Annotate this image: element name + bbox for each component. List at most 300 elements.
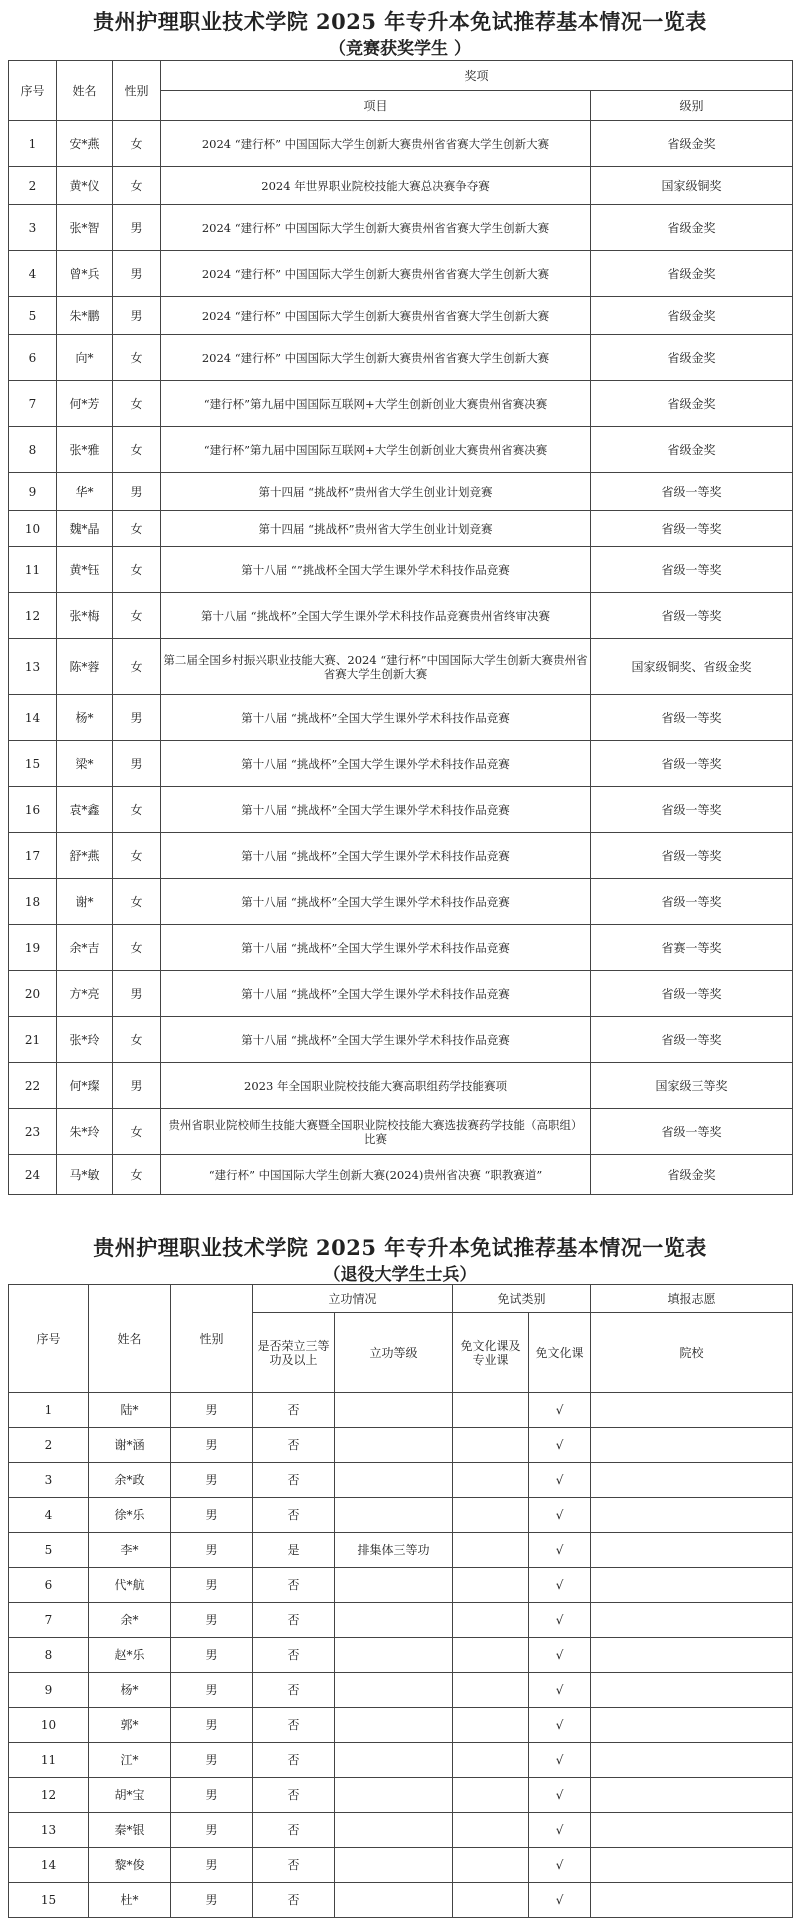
- row-name: 向*: [57, 335, 113, 381]
- row-gender: 男: [113, 205, 161, 251]
- table-row: [9, 1708, 793, 1743]
- table-row: [9, 879, 793, 925]
- header-merit: 立功情况: [253, 1285, 453, 1313]
- row-level: 省级一等奖: [591, 1017, 793, 1063]
- row-name: 何*芳: [57, 381, 113, 427]
- row-merit: 否: [253, 1813, 335, 1848]
- table-row: [9, 381, 793, 427]
- row-gender: 男: [171, 1393, 253, 1428]
- row-merit: 否: [253, 1568, 335, 1603]
- table1-body: [9, 121, 793, 1195]
- row-name: 余*吉: [57, 925, 113, 971]
- table-row: [9, 971, 793, 1017]
- row-project: 第二届全国乡村振兴职业技能大赛、2024 “建行杯”中国国际大学生创新大赛贵州省省赛大学生创新大赛: [161, 639, 591, 695]
- row-name: 朱*鹏: [57, 297, 113, 335]
- row-name: 魏*晶: [57, 511, 113, 547]
- row-seq: 7: [9, 1603, 89, 1638]
- row-school: [591, 1498, 793, 1533]
- row-name: 安*燕: [57, 121, 113, 167]
- row-gender: 男: [171, 1533, 253, 1568]
- table-row: [9, 1463, 793, 1498]
- table-row: [9, 167, 793, 205]
- table-row: [9, 547, 793, 593]
- row-name: 黄*钰: [57, 547, 113, 593]
- row-seq: 2: [9, 1428, 89, 1463]
- row-merit-level: [335, 1603, 453, 1638]
- row-project: 第十八届 “挑战杯”全国大学生课外学术科技作品竞赛: [161, 1017, 591, 1063]
- row-gender: 男: [171, 1848, 253, 1883]
- row-seq: 9: [9, 1673, 89, 1708]
- competition-award-table: [8, 60, 793, 1195]
- row-gender: 女: [113, 381, 161, 427]
- row-name: 秦*银: [89, 1813, 171, 1848]
- table-row: [9, 833, 793, 879]
- row-project: 第十八届 “挑战杯”全国大学生课外学术科技作品竞赛: [161, 833, 591, 879]
- row-gender: 男: [171, 1778, 253, 1813]
- row-name: 杜*: [89, 1883, 171, 1918]
- row-name: 郭*: [89, 1708, 171, 1743]
- row-level: 省级一等奖: [591, 879, 793, 925]
- row-project: “建行杯”第九届中国国际互联网+大学生创新创业大赛贵州省赛决赛: [161, 381, 591, 427]
- table-row: [9, 787, 793, 833]
- row-exempt-both: [453, 1743, 529, 1778]
- row-exempt-culture-check: √: [529, 1813, 591, 1848]
- row-name: 方*亮: [57, 971, 113, 1017]
- row-project: 贵州省职业院校师生技能大赛暨全国职业院校技能大赛选拔赛药学技能（高职组）比赛: [161, 1109, 591, 1155]
- row-name: 梁*: [57, 741, 113, 787]
- row-level: 省级金奖: [591, 335, 793, 381]
- row-seq: 18: [9, 879, 57, 925]
- row-level: 省赛一等奖: [591, 925, 793, 971]
- row-gender: 男: [171, 1743, 253, 1778]
- row-seq: 17: [9, 833, 57, 879]
- row-gender: 男: [113, 1063, 161, 1109]
- row-seq: 11: [9, 1743, 89, 1778]
- row-project: 第十八届 “”挑战杯全国大学生课外学术科技作品竞赛: [161, 547, 591, 593]
- table-row: [9, 1017, 793, 1063]
- row-level: 省级金奖: [591, 297, 793, 335]
- row-name: 李*: [89, 1533, 171, 1568]
- row-gender: 女: [113, 639, 161, 695]
- row-school: [591, 1638, 793, 1673]
- row-project: 第十八届 “挑战杯”全国大学生课外学术科技作品竞赛: [161, 879, 591, 925]
- table-row: [9, 1568, 793, 1603]
- row-name: 江*: [89, 1743, 171, 1778]
- row-merit-level: [335, 1743, 453, 1778]
- row-merit-level: [335, 1673, 453, 1708]
- table-row: [9, 695, 793, 741]
- row-gender: 女: [113, 925, 161, 971]
- row-merit-level: [335, 1568, 453, 1603]
- row-project: “建行杯”第九届中国国际互联网+大学生创新创业大赛贵州省赛决赛: [161, 427, 591, 473]
- row-merit: 否: [253, 1428, 335, 1463]
- row-seq: 13: [9, 1813, 89, 1848]
- row-merit-level: [335, 1428, 453, 1463]
- row-school: [591, 1778, 793, 1813]
- row-exempt-both: [453, 1428, 529, 1463]
- row-name: 张*智: [57, 205, 113, 251]
- row-exempt-both: [453, 1883, 529, 1918]
- row-name: 赵*乐: [89, 1638, 171, 1673]
- row-seq: 15: [9, 1883, 89, 1918]
- table-row: [9, 593, 793, 639]
- row-project: 第十八届 “挑战杯”全国大学生课外学术科技作品竞赛: [161, 741, 591, 787]
- row-seq: 1: [9, 121, 57, 167]
- row-merit: 否: [253, 1393, 335, 1428]
- header-level: 级别: [591, 91, 793, 121]
- row-project: 第十八届 “挑战杯”全国大学生课外学术科技作品竞赛贵州省终审决赛: [161, 593, 591, 639]
- row-level: 省级一等奖: [591, 511, 793, 547]
- row-seq: 3: [9, 1463, 89, 1498]
- row-level: 省级一等奖: [591, 833, 793, 879]
- row-merit: 是: [253, 1533, 335, 1568]
- row-gender: 男: [171, 1638, 253, 1673]
- row-project: 第十八届 “挑战杯”全国大学生课外学术科技作品竞赛: [161, 695, 591, 741]
- row-merit: 否: [253, 1708, 335, 1743]
- row-name: 谢*: [57, 879, 113, 925]
- row-seq: 5: [9, 1533, 89, 1568]
- row-exempt-culture-check: √: [529, 1673, 591, 1708]
- row-name: 曾*兵: [57, 251, 113, 297]
- row-level: 省级一等奖: [591, 695, 793, 741]
- header-school: 院校: [591, 1313, 793, 1393]
- table-row: [9, 741, 793, 787]
- row-name: 余*政: [89, 1463, 171, 1498]
- row-seq: 12: [9, 593, 57, 639]
- row-gender: 男: [113, 695, 161, 741]
- row-level: 省级金奖: [591, 427, 793, 473]
- row-exempt-both: [453, 1533, 529, 1568]
- row-merit: 否: [253, 1498, 335, 1533]
- row-exempt-both: [453, 1463, 529, 1498]
- row-seq: 15: [9, 741, 57, 787]
- row-school: [591, 1673, 793, 1708]
- row-exempt-culture-check: √: [529, 1393, 591, 1428]
- row-seq: 10: [9, 511, 57, 547]
- table-row: [9, 1498, 793, 1533]
- row-merit-level: [335, 1708, 453, 1743]
- table-row: [9, 473, 793, 511]
- row-name: 华*: [57, 473, 113, 511]
- row-exempt-culture-check: √: [529, 1638, 591, 1673]
- row-name: 杨*: [57, 695, 113, 741]
- row-seq: 11: [9, 547, 57, 593]
- row-seq: 3: [9, 205, 57, 251]
- row-name: 舒*燕: [57, 833, 113, 879]
- row-project: 第十四届 “挑战杯”贵州省大学生创业计划竞赛: [161, 473, 591, 511]
- row-level: 省级一等奖: [591, 971, 793, 1017]
- row-name: 余*: [89, 1603, 171, 1638]
- row-exempt-culture-check: √: [529, 1498, 591, 1533]
- header-merit-has: 是否荣立三等功及以上: [253, 1313, 335, 1393]
- table-row: [9, 1778, 793, 1813]
- table-row: [9, 1883, 793, 1918]
- row-exempt-culture-check: √: [529, 1428, 591, 1463]
- row-seq: 9: [9, 473, 57, 511]
- header-gender: 性别: [113, 61, 161, 121]
- table-row: [9, 1428, 793, 1463]
- table-row: [9, 511, 793, 547]
- row-exempt-culture-check: √: [529, 1708, 591, 1743]
- row-exempt-both: [453, 1813, 529, 1848]
- row-level: 省级一等奖: [591, 593, 793, 639]
- row-project: 2024 年世界职业院校技能大赛总决赛争夺赛: [161, 167, 591, 205]
- row-level: 省级一等奖: [591, 473, 793, 511]
- row-merit: 否: [253, 1778, 335, 1813]
- row-merit: 否: [253, 1638, 335, 1673]
- table-row: [9, 297, 793, 335]
- row-exempt-culture-check: √: [529, 1778, 591, 1813]
- row-name: 袁*鑫: [57, 787, 113, 833]
- row-gender: 女: [113, 1017, 161, 1063]
- row-gender: 女: [113, 879, 161, 925]
- header-exempt-culture: 免文化课: [529, 1313, 591, 1393]
- row-gender: 女: [113, 547, 161, 593]
- row-seq: 23: [9, 1109, 57, 1155]
- row-exempt-both: [453, 1568, 529, 1603]
- table-row: [9, 1673, 793, 1708]
- row-name: 朱*玲: [57, 1109, 113, 1155]
- row-exempt-both: [453, 1603, 529, 1638]
- header-merit-level: 立功等级: [335, 1313, 453, 1393]
- row-name: 黎*俊: [89, 1848, 171, 1883]
- row-merit-level: [335, 1463, 453, 1498]
- row-exempt-culture-check: √: [529, 1533, 591, 1568]
- row-seq: 2: [9, 167, 57, 205]
- row-exempt-both: [453, 1848, 529, 1883]
- row-project: 第十八届 “挑战杯”全国大学生课外学术科技作品竞赛: [161, 971, 591, 1017]
- row-level: 省级金奖: [591, 1155, 793, 1195]
- row-exempt-culture-check: √: [529, 1743, 591, 1778]
- row-gender: 男: [113, 473, 161, 511]
- row-seq: 7: [9, 381, 57, 427]
- table-row: [9, 1603, 793, 1638]
- table-row: [9, 335, 793, 381]
- row-exempt-culture-check: √: [529, 1848, 591, 1883]
- row-gender: 男: [113, 971, 161, 1017]
- row-gender: 女: [113, 833, 161, 879]
- row-project: 第十八届 “挑战杯”全国大学生课外学术科技作品竞赛: [161, 925, 591, 971]
- row-school: [591, 1848, 793, 1883]
- row-seq: 22: [9, 1063, 57, 1109]
- row-level: 国家级铜奖、省级金奖: [591, 639, 793, 695]
- row-seq: 5: [9, 297, 57, 335]
- table1-subtitle: （竞赛获奖学生 ）: [329, 39, 471, 59]
- row-merit-level: [335, 1813, 453, 1848]
- row-exempt-both: [453, 1778, 529, 1813]
- row-name: 黄*仪: [57, 167, 113, 205]
- row-gender: 女: [113, 427, 161, 473]
- row-seq: 1: [9, 1393, 89, 1428]
- row-exempt-culture-check: √: [529, 1568, 591, 1603]
- row-gender: 男: [171, 1883, 253, 1918]
- row-level: 省级一等奖: [591, 547, 793, 593]
- row-merit: 否: [253, 1463, 335, 1498]
- row-merit-level: [335, 1498, 453, 1533]
- header-exempt-both: 免文化课及专业课: [453, 1313, 529, 1393]
- row-merit-level: [335, 1393, 453, 1428]
- row-name: 张*玲: [57, 1017, 113, 1063]
- table2-subtitle: （退役大学生士兵）: [323, 1265, 477, 1285]
- header-gender: 性别: [171, 1285, 253, 1393]
- row-gender: 男: [113, 251, 161, 297]
- row-gender: 女: [113, 1109, 161, 1155]
- table-row: [9, 205, 793, 251]
- row-name: 何*璨: [57, 1063, 113, 1109]
- row-gender: 女: [113, 593, 161, 639]
- row-seq: 19: [9, 925, 57, 971]
- row-exempt-both: [453, 1638, 529, 1673]
- row-exempt-culture-check: √: [529, 1463, 591, 1498]
- row-merit: 否: [253, 1603, 335, 1638]
- header-name: 姓名: [57, 61, 113, 121]
- row-gender: 男: [171, 1708, 253, 1743]
- row-seq: 12: [9, 1778, 89, 1813]
- row-school: [591, 1463, 793, 1498]
- row-gender: 男: [171, 1603, 253, 1638]
- table-row: [9, 1063, 793, 1109]
- header-name: 姓名: [89, 1285, 171, 1393]
- row-level: 省级金奖: [591, 381, 793, 427]
- table1-title: 贵州护理职业技术学院 2025 年专升本免试推荐基本情况一览表: [93, 9, 707, 34]
- row-seq: 6: [9, 1568, 89, 1603]
- row-gender: 男: [113, 297, 161, 335]
- table-row: [9, 1533, 793, 1568]
- table-row: [9, 1848, 793, 1883]
- row-seq: 4: [9, 251, 57, 297]
- row-school: [591, 1533, 793, 1568]
- row-project: “建行杯” 中国国际大学生创新大赛(2024)贵州省决赛 “职教赛道”: [161, 1155, 591, 1195]
- row-seq: 14: [9, 695, 57, 741]
- row-merit-level: 排集体三等功: [335, 1533, 453, 1568]
- row-project: 第十四届 “挑战杯”贵州省大学生创业计划竞赛: [161, 511, 591, 547]
- row-seq: 13: [9, 639, 57, 695]
- row-project: 2024 “建行杯” 中国国际大学生创新大赛贵州省省赛大学生创新大赛: [161, 251, 591, 297]
- row-seq: 14: [9, 1848, 89, 1883]
- row-merit: 否: [253, 1848, 335, 1883]
- header-wish: 填报志愿: [591, 1285, 793, 1313]
- row-school: [591, 1428, 793, 1463]
- row-seq: 21: [9, 1017, 57, 1063]
- row-project: 2024 “建行杯” 中国国际大学生创新大赛贵州省省赛大学生创新大赛: [161, 121, 591, 167]
- row-exempt-culture-check: √: [529, 1883, 591, 1918]
- row-exempt-both: [453, 1673, 529, 1708]
- row-level: 省级金奖: [591, 251, 793, 297]
- row-merit-level: [335, 1638, 453, 1673]
- row-level: 省级一等奖: [591, 787, 793, 833]
- row-gender: 男: [171, 1813, 253, 1848]
- row-name: 陈*蓉: [57, 639, 113, 695]
- header-seq: 序号: [9, 61, 57, 121]
- row-gender: 女: [113, 787, 161, 833]
- row-seq: 16: [9, 787, 57, 833]
- table2-title: 贵州护理职业技术学院 2025 年专升本免试推荐基本情况一览表: [93, 1235, 707, 1260]
- row-school: [591, 1743, 793, 1778]
- row-seq: 8: [9, 1638, 89, 1673]
- row-merit: 否: [253, 1743, 335, 1778]
- row-seq: 4: [9, 1498, 89, 1533]
- row-level: 国家级三等奖: [591, 1063, 793, 1109]
- row-gender: 男: [113, 741, 161, 787]
- row-merit-level: [335, 1883, 453, 1918]
- row-name: 张*梅: [57, 593, 113, 639]
- row-project: 2024 “建行杯” 中国国际大学生创新大赛贵州省省赛大学生创新大赛: [161, 205, 591, 251]
- row-gender: 男: [171, 1568, 253, 1603]
- table-row: [9, 1813, 793, 1848]
- row-exempt-culture-check: √: [529, 1603, 591, 1638]
- row-name: 马*敏: [57, 1155, 113, 1195]
- row-project: 第十八届 “挑战杯”全国大学生课外学术科技作品竞赛: [161, 787, 591, 833]
- row-merit: 否: [253, 1673, 335, 1708]
- table-row: [9, 1155, 793, 1195]
- row-exempt-both: [453, 1498, 529, 1533]
- row-project: 2023 年全国职业院校技能大赛高职组药学技能赛项: [161, 1063, 591, 1109]
- row-level: 省级一等奖: [591, 1109, 793, 1155]
- row-level: 省级一等奖: [591, 741, 793, 787]
- row-name: 陆*: [89, 1393, 171, 1428]
- table-row: [9, 1109, 793, 1155]
- row-project: 2024 “建行杯” 中国国际大学生创新大赛贵州省省赛大学生创新大赛: [161, 335, 591, 381]
- row-seq: 10: [9, 1708, 89, 1743]
- row-level: 省级金奖: [591, 121, 793, 167]
- row-gender: 女: [113, 335, 161, 381]
- row-school: [591, 1813, 793, 1848]
- row-school: [591, 1883, 793, 1918]
- veteran-student-table: [8, 1284, 793, 1918]
- row-seq: 6: [9, 335, 57, 381]
- row-level: 国家级铜奖: [591, 167, 793, 205]
- header-seq: 序号: [9, 1285, 89, 1393]
- row-merit-level: [335, 1848, 453, 1883]
- row-school: [591, 1708, 793, 1743]
- table-row: [9, 1638, 793, 1673]
- header-award: 奖项: [161, 61, 793, 91]
- row-gender: 女: [113, 167, 161, 205]
- table-row: [9, 639, 793, 695]
- row-exempt-both: [453, 1393, 529, 1428]
- table2-body: [9, 1393, 793, 1918]
- row-seq: 24: [9, 1155, 57, 1195]
- row-project: 2024 “建行杯” 中国国际大学生创新大赛贵州省省赛大学生创新大赛: [161, 297, 591, 335]
- row-gender: 男: [171, 1498, 253, 1533]
- row-seq: 20: [9, 971, 57, 1017]
- row-name: 谢*涵: [89, 1428, 171, 1463]
- row-name: 代*航: [89, 1568, 171, 1603]
- row-merit: 否: [253, 1883, 335, 1918]
- table-row: [9, 427, 793, 473]
- row-school: [591, 1568, 793, 1603]
- row-name: 徐*乐: [89, 1498, 171, 1533]
- row-school: [591, 1393, 793, 1428]
- row-gender: 女: [113, 1155, 161, 1195]
- row-seq: 8: [9, 427, 57, 473]
- row-school: [591, 1603, 793, 1638]
- table-row: [9, 1393, 793, 1428]
- header-exempt: 免试类别: [453, 1285, 591, 1313]
- row-name: 胡*宝: [89, 1778, 171, 1813]
- table-row: [9, 1743, 793, 1778]
- row-gender: 女: [113, 511, 161, 547]
- header-project: 项目: [161, 91, 591, 121]
- row-exempt-both: [453, 1708, 529, 1743]
- row-gender: 男: [171, 1428, 253, 1463]
- row-gender: 女: [113, 121, 161, 167]
- row-merit-level: [335, 1778, 453, 1813]
- row-name: 张*雅: [57, 427, 113, 473]
- row-gender: 男: [171, 1673, 253, 1708]
- row-gender: 男: [171, 1463, 253, 1498]
- row-name: 杨*: [89, 1673, 171, 1708]
